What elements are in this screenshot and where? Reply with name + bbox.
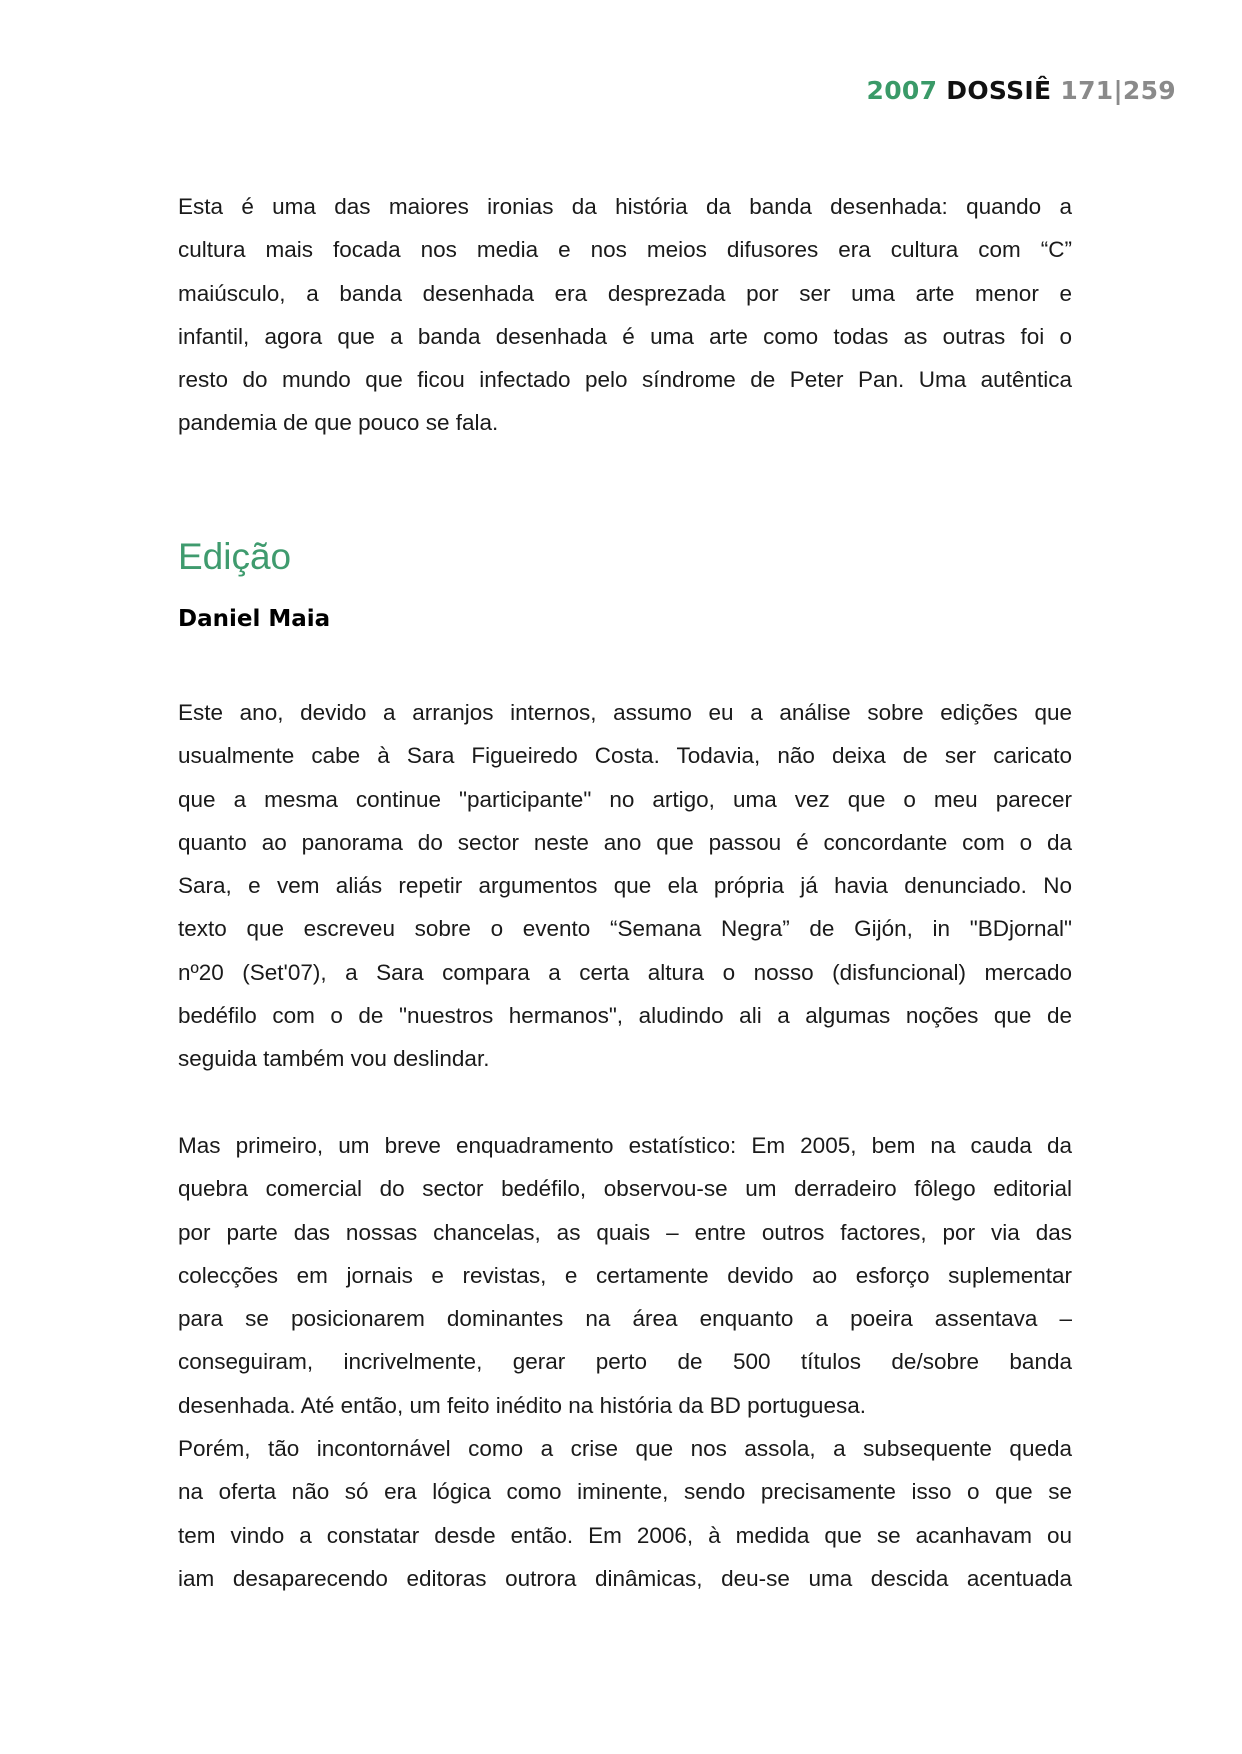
header-title: DOSSIÊ bbox=[946, 76, 1052, 105]
intro-paragraph bbox=[178, 185, 1072, 445]
text-line: quebra comercial do sector bedéfilo, observou-se um derradeiro fôlego editorial bbox=[178, 1176, 1072, 1202]
text-line: iam desaparecendo editoras outrora dinâmicas, deu-se uma descida acentuada bbox=[178, 1565, 1072, 1591]
text-line: Porém, tão incontornável como a crise que nos assola, a subsequente queda bbox=[178, 1436, 1072, 1461]
text-line: nº20 (Set'07), a Sara compara a certa altura o nosso (disfuncional) mercado bbox=[178, 959, 1072, 985]
paragraph-3 bbox=[178, 1427, 1072, 1600]
text-line: usualmente cabe à Sara Figueiredo Costa. Todavia, não deixa de ser caricato bbox=[178, 743, 1072, 769]
page-number: 171|259 bbox=[1060, 76, 1176, 105]
text-line: resto do mundo que ficou infectado pelo síndrome de Peter Pan. Uma autêntica bbox=[178, 367, 1072, 393]
paragraph-1 bbox=[178, 691, 1072, 1081]
text-line: pandemia de que pouco se fala. bbox=[178, 410, 499, 436]
text-line: quanto ao panorama do sector neste ano que passou é concordante com o da bbox=[178, 829, 1072, 855]
header-year: 2007 bbox=[866, 76, 938, 105]
text-line: que a mesma continue "participante" no artigo, uma vez que o meu parecer bbox=[178, 786, 1072, 812]
text-line: texto que escreveu sobre o evento “Semana Negra” de Gijón, in "BDjornal" bbox=[178, 916, 1072, 942]
text-line: maiúsculo, a banda desenhada era desprezada por ser uma arte menor e bbox=[178, 280, 1072, 306]
text-line: bedéfilo com o de "nuestros hermanos", aludindo ali a algumas noções que de bbox=[178, 1003, 1072, 1029]
text-line: conseguiram, incrivelmente, gerar perto de 500 títulos de/sobre banda bbox=[178, 1349, 1072, 1375]
section-title: Edição bbox=[178, 536, 292, 577]
paragraph-2 bbox=[178, 1124, 1072, 1427]
text-line: Este ano, devido a arranjos internos, assumo eu a análise sobre edições que bbox=[178, 700, 1072, 725]
text-line: Esta é uma das maiores ironias da história da banda desenhada: quando a bbox=[178, 194, 1072, 219]
text-line: na oferta não só era lógica como iminente, sendo precisamente isso o que se bbox=[178, 1479, 1072, 1505]
text-line: cultura mais focada nos media e nos meios difusores era cultura com “C” bbox=[178, 237, 1072, 263]
text-line: seguida também vou deslindar. bbox=[178, 1046, 490, 1072]
text-line: Mas primeiro, um breve enquadramento estatístico: Em 2005, bem na cauda da bbox=[178, 1133, 1072, 1158]
text-line: Sara, e vem aliás repetir argumentos que ela própria já havia denunciado. No bbox=[178, 873, 1072, 899]
text-line: para se posicionarem dominantes na área enquanto a poeira assentava – bbox=[178, 1306, 1072, 1332]
text-line: infantil, agora que a banda desenhada é uma arte como todas as outras foi o bbox=[178, 323, 1072, 349]
text-line: colecções em jornais e revistas, e certamente devido ao esforço suplementar bbox=[178, 1262, 1072, 1288]
text-line: desenhada. Até então, um feito inédito na história da BD portuguesa. bbox=[178, 1392, 866, 1418]
text-line: por parte das nossas chancelas, as quais – entre outros factores, por via das bbox=[178, 1219, 1072, 1245]
text-line: tem vindo a constatar desde então. Em 2006, à medida que se acanhavam ou bbox=[178, 1522, 1072, 1548]
author-name: Daniel Maia bbox=[178, 606, 331, 632]
page-header bbox=[867, 76, 1177, 105]
